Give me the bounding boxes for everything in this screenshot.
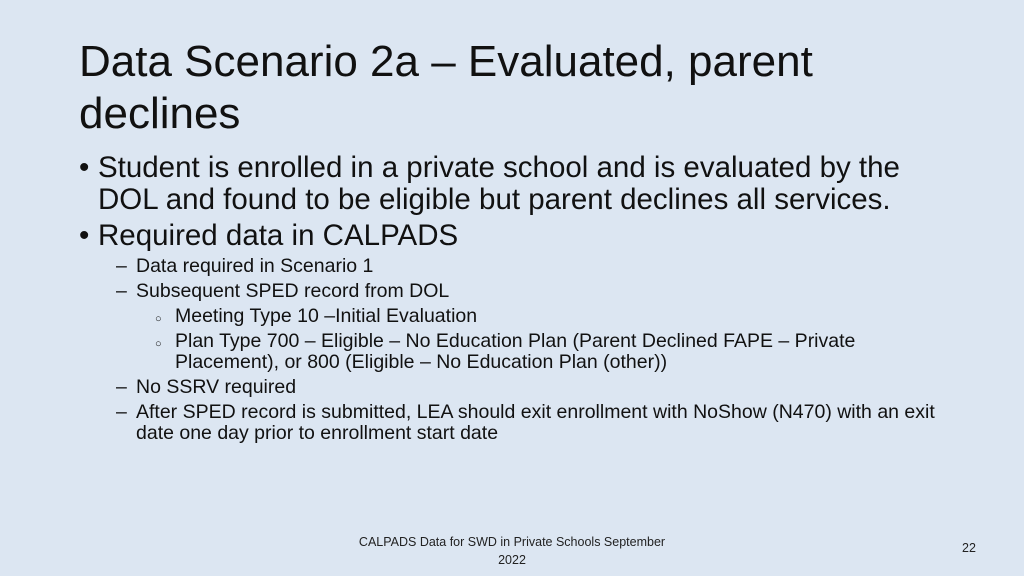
slide-footer: CALPADS Data for SWD in Private Schools September 2022 [358, 535, 666, 567]
bullet-text: Required data in CALPADS [98, 219, 459, 252]
bullet-icon: • [79, 151, 90, 184]
bullet-text: Student is enrolled in a private school and is evaluated by the DOL and found to be eligible but parent declines all services. [98, 151, 900, 216]
sub-item [79, 256, 959, 277]
bullet-item [79, 220, 959, 252]
dash-icon: – [116, 401, 127, 423]
sub-item-text: No SSRV required [136, 376, 297, 398]
sub-item [79, 377, 959, 398]
slide-content [79, 152, 959, 448]
circle-bullet-icon: ○ [155, 338, 162, 350]
sub-item [79, 281, 959, 302]
bullet-icon: • [79, 219, 90, 252]
dash-icon: – [116, 255, 127, 277]
dash-icon: – [116, 280, 127, 302]
sub-item-text: Subsequent SPED record from DOL [136, 280, 450, 302]
sub-sub-item [79, 306, 959, 327]
sub-item-text: Data required in Scenario 1 [136, 255, 374, 277]
slide-title: Data Scenario 2a – Evaluated, parent declines [79, 37, 813, 138]
sub-item [79, 402, 959, 444]
sub-item-text: After SPED record is submitted, LEA should exit enrollment with NoShow (N470) with an exit date one day prior to enrollment start date [136, 401, 935, 444]
bullet-item [79, 152, 959, 216]
dash-icon: – [116, 376, 127, 398]
circle-bullet-icon: ○ [155, 313, 162, 325]
sub-sub-item-text: Meeting Type 10 –Initial Evaluation [175, 305, 478, 327]
sub-sub-item [79, 331, 959, 373]
sub-sub-item-text: Plan Type 700 – Eligible – No Education Plan (Parent Declined FAPE – Private Placement), or 800 (Eligible – No Education Plan (other)) [175, 330, 856, 373]
page-number: 22 [962, 541, 976, 555]
